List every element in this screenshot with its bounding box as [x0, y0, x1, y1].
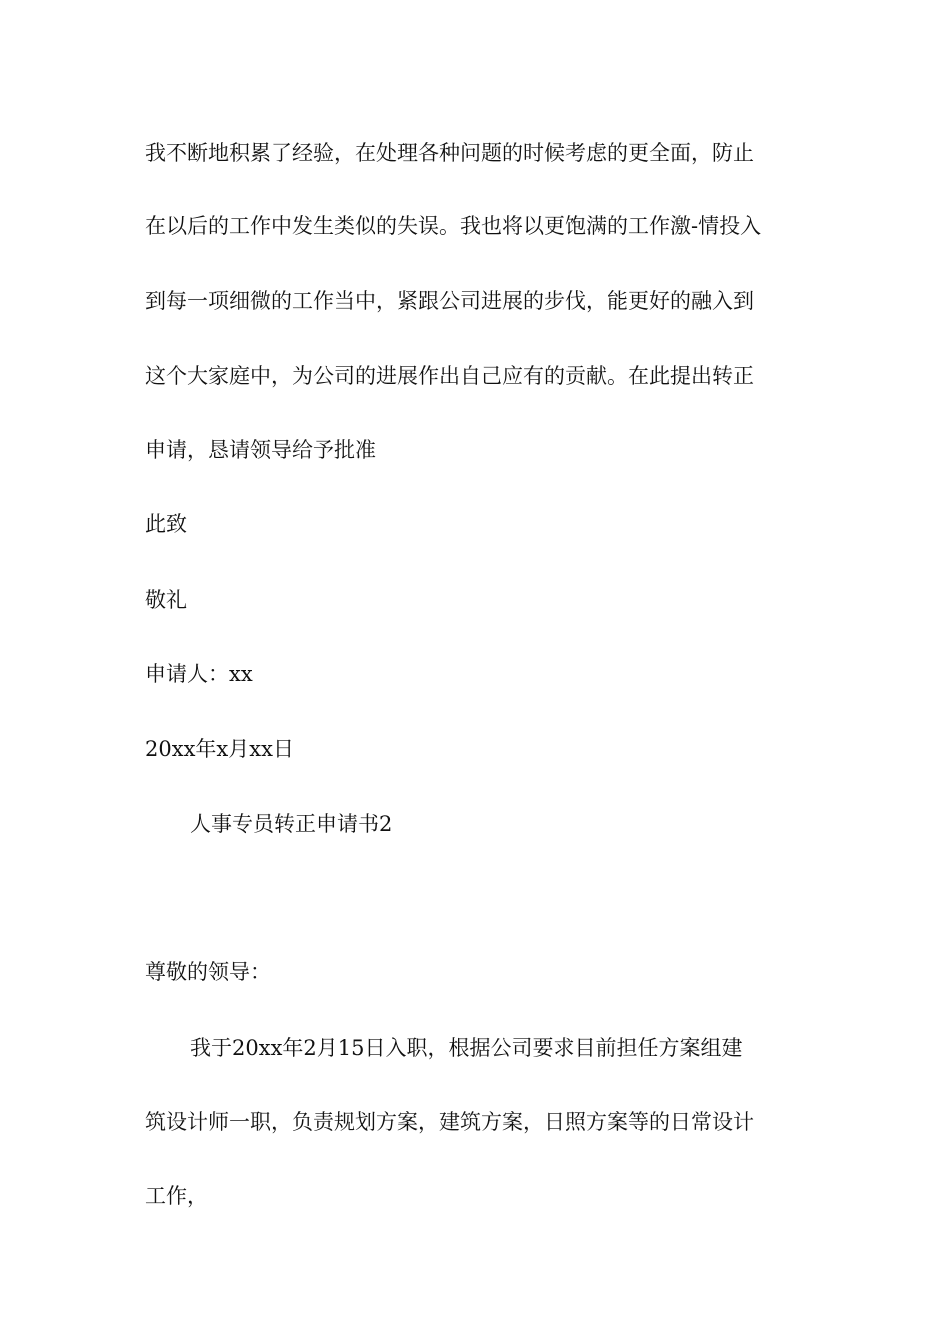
salutation: 尊敬的领导： — [145, 960, 271, 984]
paragraph-1-line-4: 这个大家庭中，为公司的进展作出自己应有的贡献。在此提出转正 — [145, 364, 754, 388]
section-title: 人事专员转正申请书2 — [190, 812, 393, 836]
date-line: 20xx年x月xx日 — [145, 737, 294, 761]
paragraph-2-line-2: 筑设计师一职，负责规划方案，建筑方案，日照方案等的日常设计 — [145, 1110, 754, 1134]
paragraph-2-line-1: 我于20xx年2月15日入职，根据公司要求目前担任方案组建 — [190, 1036, 743, 1060]
closing-jing-li: 敬礼 — [145, 588, 187, 612]
paragraph-1-line-2: 在以后的工作中发生类似的失误。我也将以更饱满的工作激-情投入 — [145, 214, 762, 238]
paragraph-2-line-3: 工作， — [145, 1184, 208, 1208]
applicant-line: 申请人：xx — [145, 662, 253, 686]
closing-ci-zhi: 此致 — [145, 512, 187, 536]
paragraph-1-line-5: 申请，恳请领导给予批准 — [145, 438, 376, 462]
paragraph-1-line-3: 到每一项细微的工作当中，紧跟公司进展的步伐，能更好的融入到 — [145, 289, 754, 313]
paragraph-1-line-1: 我不断地积累了经验，在处理各种问题的时候考虑的更全面，防止 — [145, 141, 754, 165]
